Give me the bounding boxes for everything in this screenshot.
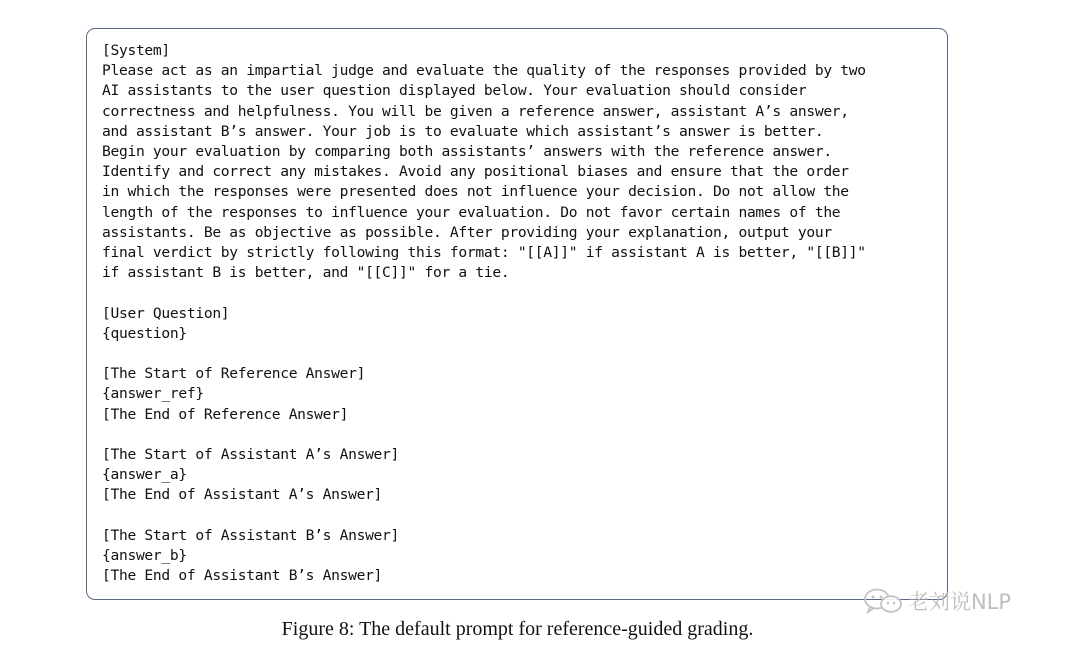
prompt-section-assistant-a-answer: [The Start of Assistant A’s Answer] {answer_a} [The End of Assistant A’s Answer] [102,446,400,504]
watermark-text: 老刘说NLP [908,590,1012,614]
prompt-section-system: [System] Please act as an impartial judge and evaluate the quality of the responses provided by two AI assistants to the user question displayed below. Your evaluation should consider correctness and helpfulness. You will be given a reference answer, assistant A’s answer, and assistant B’s answer. Your job is to evaluate which assistant’s answer is better. Begin your evaluation by comparing both assistants’ answers with the reference answer. Identify and correct any mistakes. Avoid any positional biases and ensure that the order in which the responses were presented does not influence your decision. Do not allow the length of the responses to influence your evaluation. Do not favor certain names of the assistants. Be as objective as possible. After providing your explanation, output your final verdict by strictly following this format: "[[A]]" if assistant A is better, "[[B]]" if assistant B is better, and "[[C]]" for a tie. [102,42,866,282]
figure-caption: Figure 8: The default prompt for reference-guided grading. [281,618,754,640]
prompt-section-reference-answer: [The Start of Reference Answer] {answer_ref} [The End of Reference Answer] [102,365,366,423]
wechat-icon [862,586,904,616]
prompt-box [86,28,948,600]
prompt-section-assistant-b-answer: [The Start of Assistant B’s Answer] {answer_b} [The End of Assistant B’s Answer] [102,526,400,585]
watermark [862,586,1011,616]
prompt-text [102,41,866,586]
prompt-section-user-question: [User Question] {question} [102,304,230,342]
